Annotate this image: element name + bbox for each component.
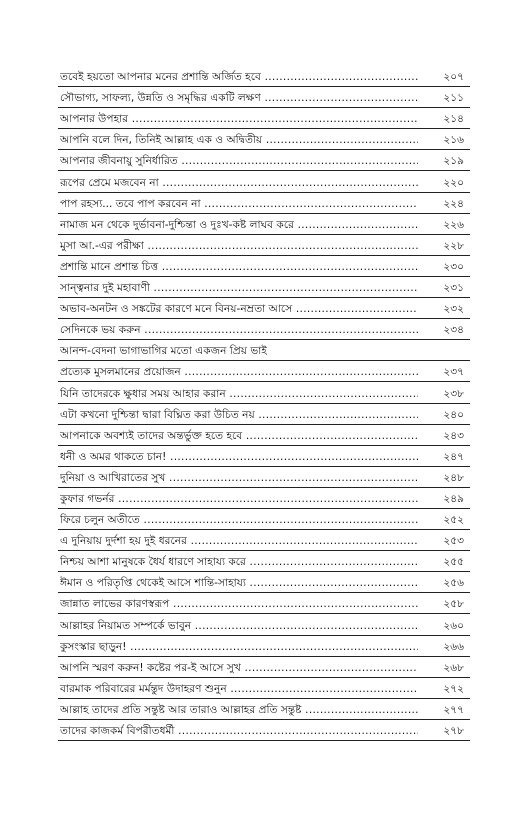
toc-entry: [58, 340, 470, 361]
toc-entry-page-number: ২৭৭: [443, 703, 464, 716]
toc-entry: [58, 87, 470, 108]
toc-entry-page-number: ২৩১: [443, 282, 464, 295]
toc-entry: [58, 425, 470, 446]
toc-entry: [58, 488, 470, 509]
toc-entry-title: সৌভাগ্য, সাফল্য, উন্নতি ও সমৃদ্ধির একটি লক্ষণ .....: [60, 91, 418, 105]
toc-entry-page-number: ২৬৬: [443, 640, 464, 653]
toc-entry: [58, 699, 470, 720]
toc-entry-title: যিনি তাদেরকে ক্ষুধার সময় আহার করান .....: [60, 387, 418, 401]
toc-entry-page-number: ২২৬: [443, 218, 464, 231]
toc-entry-page-number: ২২৮: [443, 239, 464, 252]
toc-entry-page-number: ২১৯: [443, 155, 464, 168]
toc-entry-page-number: ২৬৮: [443, 661, 464, 674]
toc-entry-title: কুসংস্কার ছাড়ুন! .....: [60, 640, 418, 654]
toc-entry: [58, 108, 470, 129]
toc-entry: [58, 614, 470, 635]
toc-entry: [58, 530, 470, 551]
toc-entry-title: তবেই হয়তো আপনার মনের প্রশান্তি অর্জিত হবে .....: [60, 70, 418, 84]
toc-entry-page-number: ২১১: [443, 92, 464, 105]
toc-entry: [58, 446, 470, 467]
toc-entry-page-number: ২৬০: [443, 619, 464, 632]
toc-entry: [58, 193, 470, 214]
toc-entry: [58, 256, 470, 277]
toc-entry-title: প্রশান্তি মানে প্রশান্ত চিত্ত .....: [60, 260, 418, 274]
toc-entry-title: ধনী ও অমর থাকতে চান! .....: [60, 450, 418, 464]
toc-entry: [58, 678, 470, 699]
toc-entry: [58, 636, 470, 657]
table-of-contents: [58, 66, 470, 741]
toc-entry-title: প্রত্যেক মুসলমানের প্রয়োজন .....: [60, 365, 418, 379]
toc-entry-title: তাদের কাজকর্ম বিপরীতধর্মী .....: [60, 724, 418, 738]
toc-entry-title: দুনিয়া ও আখিরাতের সুখ .....: [60, 471, 418, 485]
toc-entry: [58, 150, 470, 171]
toc-entry: [58, 277, 470, 298]
toc-entry-page-number: ২৫৩: [443, 535, 464, 548]
toc-entry-title: নামাজ মন থেকে দুর্ভাবনা-দুশ্চিন্তা ও দুঃখ-কষ্ট লাঘব করে .....: [60, 218, 418, 232]
toc-entry-page-number: ২৪৮: [443, 471, 464, 484]
toc-entry-page-number: ২৪৯: [443, 492, 464, 505]
toc-entry-page-number: ২৩২: [443, 303, 464, 316]
toc-entry-page-number: ২৫৬: [443, 577, 464, 590]
toc-entry: [58, 214, 470, 235]
toc-entry-title: আপনি বলে দিন, তিনিই আল্লাহ এক ও অদ্বিতীয় .....: [60, 133, 418, 147]
toc-entry-page-number: ২১৬: [443, 134, 464, 147]
toc-entry: [58, 66, 470, 87]
toc-entry-title: নিশ্চয় আশা মানুষকে ধৈর্য ধারণে সাহায্য করে .....: [60, 555, 418, 569]
toc-entry-title: সেদিনকে ভয় করুন .....: [60, 323, 418, 337]
toc-entry-page-number: ২৫২: [443, 514, 464, 527]
toc-entry-title: বারমাক পরিবারের মর্মন্তুদ উদাহরণ শুনুন .....: [60, 682, 418, 696]
toc-entry: [58, 509, 470, 530]
toc-entry: [58, 129, 470, 150]
toc-entry-page-number: ২০৭: [443, 71, 464, 84]
toc-entry: [58, 720, 470, 741]
toc-entry: [58, 171, 470, 192]
toc-entry-title: সান্ত্বনার দুই মহাবাণী .....: [60, 281, 418, 295]
toc-entry-page-number: ২৪০: [443, 408, 464, 421]
toc-entry-title: আনন্দ-বেদনা ভাগাভাগির মতো একজন প্রিয় ভাই: [60, 345, 267, 358]
toc-entry: [58, 572, 470, 593]
toc-entry-page-number: ২৭৮: [443, 725, 464, 737]
toc-entry-page-number: ২২০: [443, 176, 464, 189]
toc-entry-page-number: ২৩০: [443, 260, 464, 273]
toc-entry-page-number: ২৩৭: [443, 366, 464, 379]
toc-entry: [58, 404, 470, 425]
toc-entry-page-number: ২৪৩: [443, 429, 464, 442]
toc-entry-title: জান্নাত লাভের কারণস্বরূপ .....: [60, 597, 418, 611]
toc-entry: [58, 657, 470, 678]
toc-entry: [58, 467, 470, 488]
toc-entry-title: ফিরে চলুন অতীতে .....: [60, 513, 418, 527]
toc-entry-title: রূপের প্রেমে মজবেন না .....: [60, 176, 418, 190]
toc-entry-title: মুসা আ.-এর পরীক্ষা .....: [60, 239, 418, 253]
toc-entry-page-number: ২৭২: [443, 682, 464, 695]
toc-entry: [58, 319, 470, 340]
toc-entry-title: আপনি স্মরণ করুন! কষ্টের পর-ই আসে সুখ .....: [60, 661, 418, 675]
toc-entry-page-number: ২৩৪: [443, 324, 464, 337]
toc-entry-page-number: ২৫৮: [443, 598, 464, 611]
toc-entry-title: এ দুনিয়ায় দুর্দশা হয় দুই ধরনের .....: [60, 534, 418, 548]
toc-entry-title: পাপ রহস্য... তবে পাপ করবেন না .....: [60, 197, 418, 211]
toc-entry-title: কুফার গভর্নর .....: [60, 492, 418, 506]
toc-entry: [58, 551, 470, 572]
toc-entry-title: ঈমান ও পরিতৃপ্তি থেকেই আসে শান্তি-সাহায্য .....: [60, 576, 418, 590]
toc-entry: [58, 235, 470, 256]
toc-entry-page-number: ২৩৮: [443, 387, 464, 400]
toc-entry-title: অভাব-অনটন ও সঙ্কটের কারণে মনে বিনয়-নম্রতা আসে .....: [60, 302, 418, 316]
toc-entry: [58, 298, 470, 319]
toc-entry-page-number: ২২৪: [443, 197, 464, 210]
toc-entry-page-number: ২১৪: [443, 113, 464, 126]
toc-entry: [58, 361, 470, 382]
toc-entry-title: আপনার জীবনায়ু সুনির্ধারিত .....: [60, 154, 418, 168]
toc-entry-title: আল্লাহ তাদের প্রতি সন্তুষ্ট আর তারাও আল্লাহর প্রতি সন্তুষ্ট .....: [60, 703, 418, 717]
toc-entry-title: আপনাকে অবশ্যই তাদের অন্তর্ভুক্ত হতে হবে .....: [60, 429, 418, 443]
toc-entry-page-number: ২৪৭: [443, 450, 464, 463]
toc-entry-title: আল্লাহর নিয়ামত সম্পর্কে ভাবুন .....: [60, 619, 418, 633]
toc-entry-title: আপনার উপহার .....: [60, 112, 418, 126]
toc-entry: [58, 593, 470, 614]
toc-entry: [58, 382, 470, 403]
toc-entry-title: এটা কখনো দুশ্চিন্তা দ্বারা বিঘ্নিত করা উচিত নয় .....: [60, 408, 418, 422]
toc-entry-page-number: ২৫৫: [443, 556, 464, 569]
